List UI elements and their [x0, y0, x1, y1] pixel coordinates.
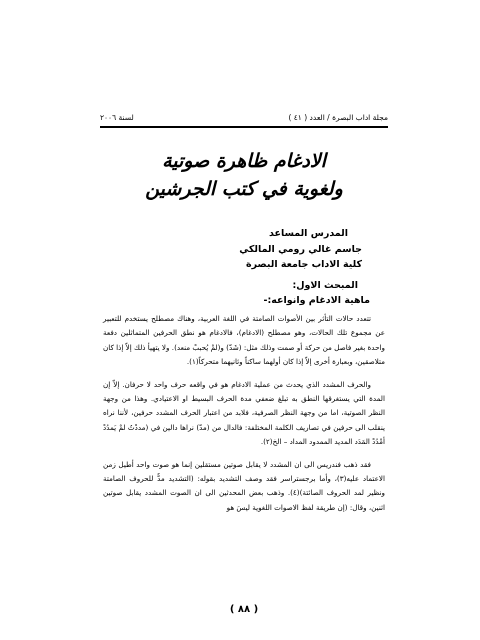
paragraph-2: والحرف المشدد الذي يحدث من عملية الادغام هو في واقعه حرف واحد لا حرفان. إلاّ إن المدة التي يستغرقها النطق به تبلغ ضعفي مدة الحرف البسيط او الاعتيادي. وهذا من وجهة النظر الصوتية، اما من وجهة النظر الصرفية، فلابد من اعتبار الحرف المشدد حرفين، لأننا نراه ينقلب الى حرفين في تصاريف الكلمة المختلفة: فالدال من (مدّ) نراها دالين في (مددْتُ لمْ يَمدُدْ أمْدُدْ المَدَد المديد الممدود المداد – الخ(٢).: [103, 379, 385, 447]
journal-name: مجلة اداب البصرة / العدد ( ٤١ ): [288, 113, 388, 122]
author-affiliation: كلية الاداب جامعة البصرة: [246, 259, 362, 270]
paper-title-line1: الادغام ظاهرة صوتية: [162, 150, 326, 172]
journal-year: لسنة ٢٠٠٦: [100, 113, 134, 122]
paper-title-line2: ولغوية في كتب الجرشين: [145, 178, 343, 200]
paragraph-3: فقد ذهب فندريس الى ان المشدد لا يقابل صوتين مستقلين إنما هو صوت واحد أطيل زمن الاعتماد عليه(٣)، وأما برجستراسر فقد وصف التشديد بقوله: (التشديد مدٌّ للحروف الصامتة ونظير لمد الحروف الصائتة)(٤). وذهب بعض المحدثين الى ان الصوت المشدد يقابل صوتين اثنين، وقال: (إن طريقة لفظ الاصوات اللغوية ليسَ هو: [103, 459, 385, 512]
section-heading: المبحث الاول:: [292, 280, 358, 291]
page-number: ( ٨٨ ): [229, 604, 259, 615]
section-subheading: ماهية الادغام وانواعه:-: [263, 295, 370, 306]
author-name: جاسم غالي رومي المالكي: [239, 244, 362, 255]
body-text: [103, 312, 385, 523]
paragraph-1: تتعدد حالات التأثر بين الأصوات الصامتة في اللغة العربية، وهناك مصطلح يستخدم للتعبير عن مجموع تلك الحالات، وهو مصطلح (الادغام)، فالادغام هو نطق الحرفين المتماثلين دفعة واحدة بغير فاصل من حركة أو صمت وذلك مثل: (شَدّ) و(لمْ يُحببْ منعد). ولا يتهيأ ذلك إلاّ إذا كان متلاصقين، وبعبارة أخرى إلاّ إذا كان أولهما ساكناً وثانيهما متحركاً(١).: [103, 314, 385, 367]
running-header: [100, 113, 388, 127]
header-divider: [100, 126, 388, 128]
author-rank: المدرس المساعد: [269, 228, 348, 239]
